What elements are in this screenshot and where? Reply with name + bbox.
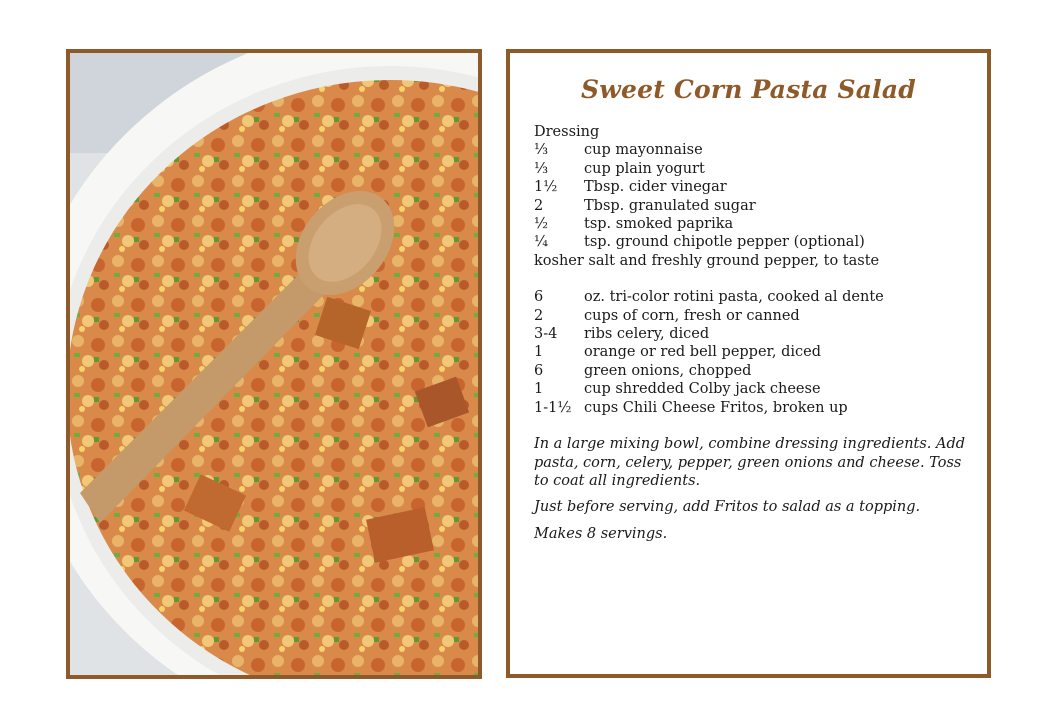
ingredient-qty: ¼: [534, 234, 549, 251]
ingredient-item: cups of corn, fresh or canned: [584, 307, 800, 324]
ingredient-row: [534, 288, 974, 306]
ingredient-qty: ⅓: [534, 160, 549, 177]
ingredient-item: ribs celery, diced: [584, 326, 710, 343]
recipe-body: [534, 123, 974, 551]
ingredient-row: [534, 399, 974, 417]
ingredient-qty: 1: [534, 344, 544, 361]
ingredient-item: cup mayonnaise: [584, 142, 703, 159]
ingredient-row: [534, 362, 974, 380]
ingredient-item: Tbsp. granulated sugar: [584, 197, 756, 214]
ingredient-row: [534, 307, 974, 325]
ingredient-row: [534, 215, 974, 233]
ingredient-item: cups Chili Cheese Fritos, broken up: [584, 399, 848, 416]
ingredient-qty: 1½: [534, 179, 558, 196]
ingredient-qty: 1: [534, 381, 544, 398]
ingredient-row: [534, 160, 974, 178]
ingredient-row: [534, 380, 974, 398]
ingredient-qty: 3-4: [534, 326, 558, 343]
ingredient-item: tsp. smoked paprika: [584, 216, 734, 233]
instruction-paragraph: In a large mixing bowl, combine dressing ingredients. Add pasta, corn, celery, pepper, green onions and cheese. Toss to coat all ingredients.: [534, 436, 966, 489]
recipe-title: Sweet Corn Pasta Salad: [581, 75, 916, 104]
ingredient-item: orange or red bell pepper, diced: [584, 344, 822, 361]
ingredient-row: [534, 343, 974, 361]
dressing-heading: Dressing: [534, 124, 600, 140]
recipe-photo: [66, 49, 482, 679]
pasta-salad-bowl-image: [70, 53, 478, 675]
ingredient-qty: 2: [534, 197, 544, 214]
ingredient-item: Tbsp. cider vinegar: [584, 179, 727, 196]
ingredient-row: [534, 141, 974, 159]
ingredient-qty: 6: [534, 289, 544, 306]
recipe-card: [506, 49, 991, 678]
ingredient-row: [534, 178, 974, 196]
ingredient-row: [534, 325, 974, 343]
ingredient-item: cup plain yogurt: [584, 160, 705, 177]
ingredient-item: tsp. ground chipotle pepper (optional): [584, 234, 865, 251]
ingredient-item: cup shredded Colby jack cheese: [584, 381, 821, 398]
ingredient-row: [534, 233, 974, 251]
ingredient-item: green onions, chopped: [584, 362, 752, 379]
ingredient-row: [534, 197, 974, 215]
ingredient-qty: 1-1½: [534, 399, 572, 416]
seasoning-line: kosher salt and freshly ground pepper, to taste: [534, 252, 880, 269]
instructions: [534, 435, 974, 543]
servings-note: Makes 8 servings.: [534, 525, 668, 542]
ingredient-qty: 2: [534, 307, 544, 324]
instruction-paragraph: Just before serving, add Fritos to salad as a topping.: [534, 499, 921, 516]
ingredient-qty: ⅓: [534, 142, 549, 159]
ingredient-qty: 6: [534, 362, 544, 379]
ingredient-qty: ½: [534, 216, 549, 233]
ingredient-item: oz. tri-color rotini pasta, cooked al dente: [584, 289, 884, 306]
